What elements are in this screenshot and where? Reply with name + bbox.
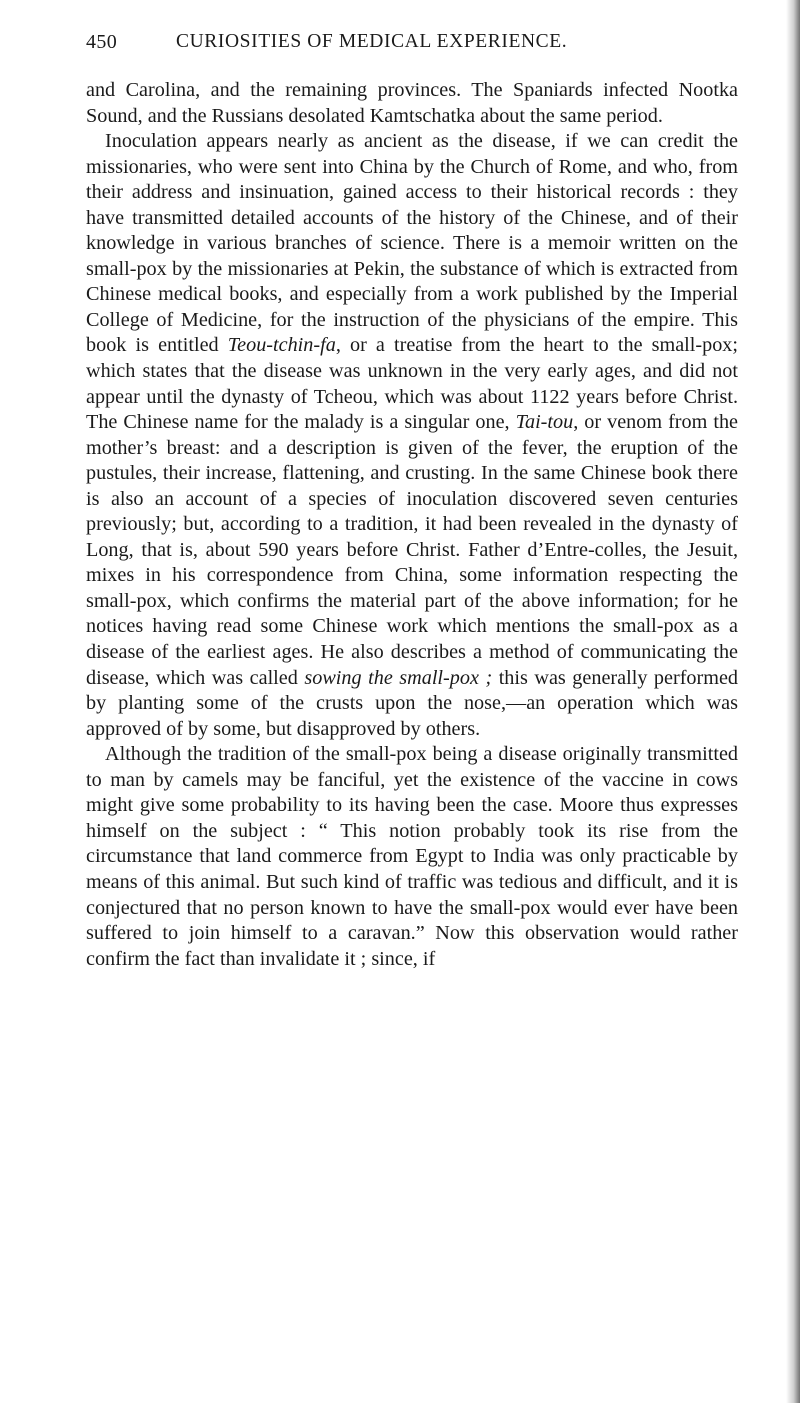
paragraph-text: and Carolina, and the remaining provinces. The Spaniards infected Nootka Sound, and the Russians desolated Kamtschatka about the same period. [86, 79, 738, 127]
paragraph-1 [86, 78, 738, 129]
body-text [86, 78, 738, 972]
paragraph-text: , or a treatise from the heart to the small-pox; which states that the disease was unknown in the very early ages, and did not appear until the dynasty of Tcheou, which was about 1122 years before Christ. The Chinese name for the malady is a singular one, [86, 334, 738, 434]
paragraph-2 [86, 129, 738, 742]
italic-term-sowing-small-pox: sowing the small-pox ; [304, 666, 493, 689]
running-title: CURIOSITIES OF MEDICAL EXPERIENCE. [176, 31, 568, 52]
italic-term-tai-tou: Tai-tou [515, 411, 574, 434]
paragraph-text: this was generally performed by planting some of the crusts upon the nose,—an operation which was approved of by some, but disapproved by others. [86, 666, 739, 740]
italic-term-teou-tchin-fa: Teou-tchin-fa [227, 334, 336, 357]
running-head [86, 31, 766, 61]
page-edge-shadow [786, 0, 800, 1403]
page-number: 450 [86, 31, 118, 53]
paragraph-text: Inoculation appears nearly as ancient as the disease, if we can credit the missionaries, who were sent into China by the Church of Rome, and who, from their address and insinuation, gained access to their historical records : they have transmitted detailed accounts of the history of the Chinese, and of their knowledge in various branches of science. There is a memoir written on the small-pox by the missionaries at Pekin, the substance of which is extracted from Chinese medical books, and especially from a work published by the Imperial College of Medicine, for the instruction of the physicians of the empire. This book is entitled [86, 130, 738, 357]
paragraph-text: , or venom from the mother’s breast: and a description is given of the fever, the eruption of the pustules, their increase, flattening, and crusting. In the same Chinese book there is also an account of a species of inoculation discovered seven centuries previously; but, according to a tradition, it had been revealed in the dynasty of Long, that is, about 590 years before Christ. Father d’Entre-colles, the Jesuit, mixes in his correspondence from China, some information respecting the small-pox, which confirms the material part of the above information; for he notices having read some Chinese work which mentions the small-pox as a disease of the earliest ages. He also describes a method of communicating the disease, which was called [86, 411, 739, 689]
paragraph-3 [86, 742, 738, 972]
paragraph-text: Although the tradition of the small-pox being a disease originally transmitted to man by camels may be fanciful, yet the existence of the vaccine in cows might give some probability to its having been the case. Moore thus expresses himself on the subject : “ This notion probably took its rise from the circumstance that land commerce from Egypt to India was only practicable by means of this animal. But such kind of traffic was tedious and difficult, and it is conjectured that no person known to have the small-pox would ever have been suffered to join himself to a caravan.” Now this observation would rather confirm the fact than invalidate it ; since, if [86, 743, 738, 970]
